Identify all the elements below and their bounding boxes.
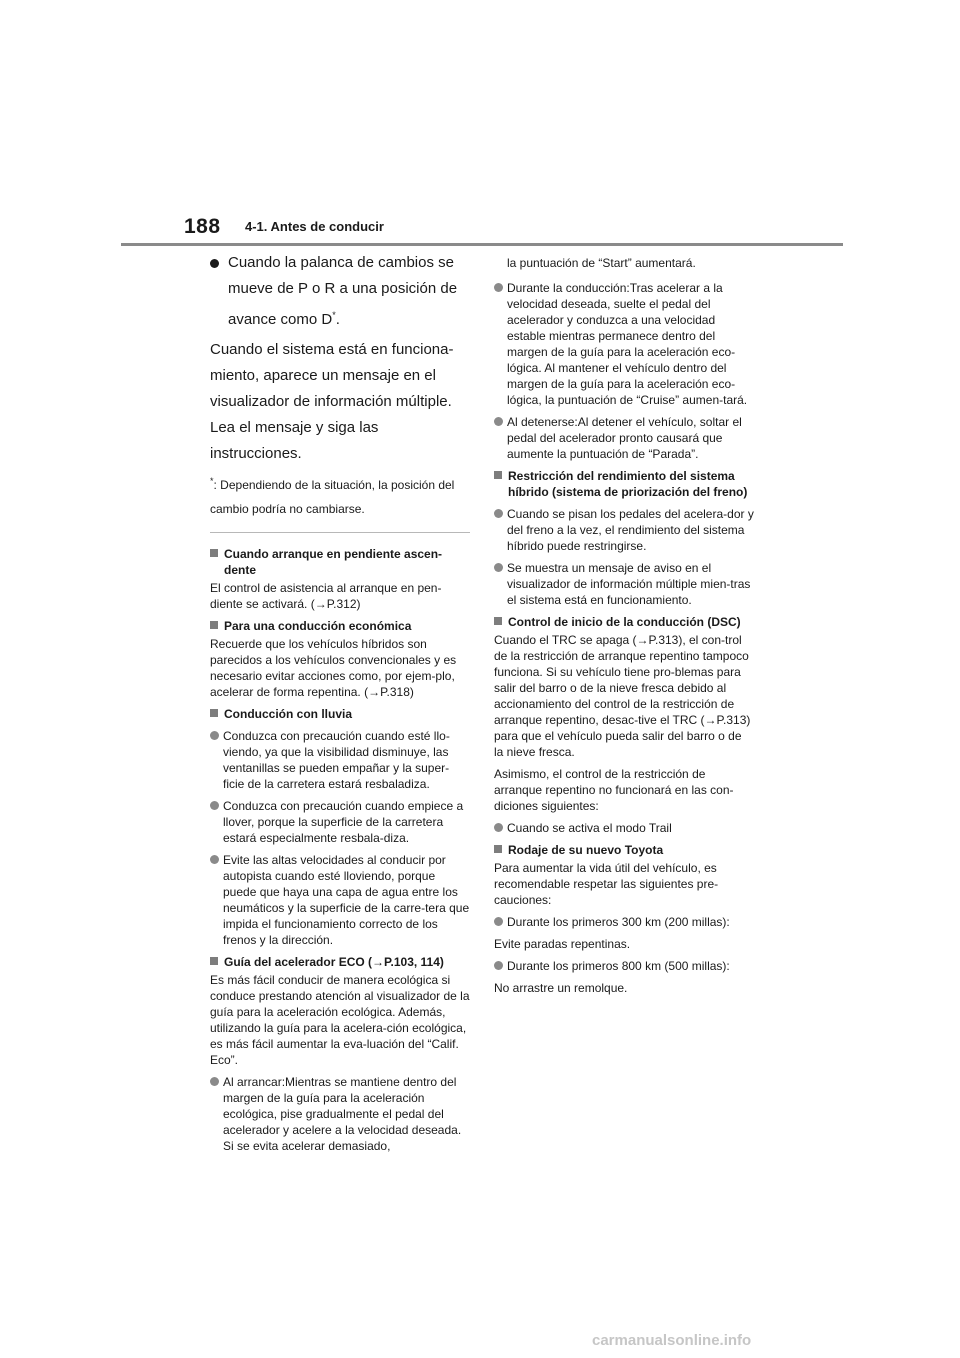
main-bullet-mark: * [332, 310, 336, 320]
list-item [494, 280, 754, 408]
list-item [494, 914, 754, 930]
heading-text: Para una conducción económica [224, 619, 412, 633]
main-bullet-text: Cuando la palanca de cambios se mueve de P o R a una posición de avance como D [228, 254, 458, 328]
footnote [210, 469, 470, 521]
list-item-text: Cuando se activa el modo Trail [507, 821, 672, 835]
list-item-text: Conduzca con precaución cuando empiece a llover, porque la superficie de la carretera estará especialmente resbala-diza. [223, 799, 464, 845]
circle-bullet-icon [494, 563, 503, 572]
circle-bullet-icon [494, 961, 503, 970]
right-column [494, 255, 754, 996]
footnote-text: : Dependiendo de la situación, la posición del cambio podría no cambiarse. [210, 478, 455, 516]
list-item-text: Durante los primeros 800 km (500 millas): [507, 959, 730, 973]
list-item [494, 820, 754, 836]
list-item-text: Durante los primeros 300 km (200 millas): [507, 915, 730, 929]
watermark: carmanualsonline.info [592, 1332, 752, 1349]
page-number: 188 [184, 215, 221, 238]
heading-text: Rodaje de su nuevo Toyota [508, 843, 664, 857]
main-paragraph: Cuando el sistema está en funciona-miento, aparece un mensaje en el visualizador de información múltiple. Lea el mensaje y siga las instrucciones. [210, 341, 454, 462]
list-item [494, 958, 754, 974]
circle-bullet-icon [494, 823, 503, 832]
list-item [210, 1074, 470, 1154]
circle-bullet-icon [210, 731, 219, 740]
section-text: Es más fácil conducir de manera ecológica si conduce prestando atención al visualizador de la guía para la aceleración ecológica. Además, utilizando la guía para la acelera-ción ecológica, es más fácil aumentar la eva-luación del “Calif. Eco”. [210, 973, 470, 1067]
section-text: Cuando el TRC se apaga (→P.313), el con-trol de la restricción de arranque repentino tampoco funciona. Si su vehículo tiene pro-blemas para salir del barro o de la nieve fresca debido al accionamiento del control de la restricción de arranque repentino, desac-tive el TRC (→P.313) para que el vehículo pueda salir del barro o de la nieve fresca. [494, 633, 751, 759]
heading-text: Guía del acelerador ECO (→P.103, 114) [224, 955, 444, 969]
list-item [210, 728, 470, 792]
square-bullet-icon [210, 621, 218, 629]
section-heading [210, 618, 470, 634]
main-bullet [210, 250, 470, 333]
bullet-dot-icon [210, 259, 219, 268]
square-bullet-icon [494, 845, 502, 853]
circle-bullet-icon [210, 855, 219, 864]
list-item [494, 506, 754, 554]
section-heading [210, 954, 470, 970]
list-item-text: Durante la conducción:Tras acelerar a la velocidad deseada, suelte el pedal del acelerador y conduzca a una velocidad estable mientras permanece dentro del margen de la guía para la aceleración eco-lógica. Al mantener el vehículo dentro del margen de la guía para la aceleración eco-lógica, la puntuación de “Cruise” aumen-tará. [507, 281, 748, 407]
section-text: Para aumentar la vida útil del vehículo, es recomendable respetar las siguientes pre-cauciones: [494, 861, 719, 907]
square-bullet-icon [210, 709, 218, 717]
section-text: No arrastre un remolque. [494, 981, 628, 995]
section-text: El control de asistencia al arranque en pen-diente se activará. (→P.312) [210, 581, 442, 611]
square-bullet-icon [494, 471, 502, 479]
list-item-text: Evite las altas velocidades al conducir por autopista cuando esté lloviendo, porque puede que haya una capa de agua entre los neumáticos y la superficie de la carre-tera que impida el funcionamiento correcto de los frenos y la dirección. [223, 853, 470, 947]
section-text: Asimismo, el control de la restricción de arranque repentino no funcionará en las con-diciones siguientes: [494, 767, 734, 813]
list-item-text: Al arrancar:Mientras se mantiene dentro del margen de la guía para la aceleración ecológica, pise gradualmente el pedal del acelerador y acelere a la velocidad deseada. Si se evita acelerar demasiado, [223, 1075, 462, 1153]
section-heading [494, 842, 754, 858]
heading-text: Restricción del rendimiento del sistema híbrido (sistema de priorización del freno) [508, 469, 748, 499]
circle-bullet-icon [210, 1077, 219, 1086]
circle-bullet-icon [494, 917, 503, 926]
list-item-text: Conduzca con precaución cuando esté llo-viendo, ya que la visibilidad disminuye, las ventanillas se pueden empañar y la super-ficie de la carretera estará resbaladiza. [223, 729, 450, 791]
square-bullet-icon [210, 957, 218, 965]
circle-bullet-icon [494, 417, 503, 426]
square-bullet-icon [210, 549, 218, 557]
list-item-text: Se muestra un mensaje de aviso en el visualizador de información múltiple mien-tras el sistema está en funcionamiento. [507, 561, 751, 607]
heading-text: Control de inicio de la conducción (DSC) [508, 615, 741, 629]
list-item [210, 852, 470, 948]
section-heading [494, 468, 754, 500]
list-item [494, 560, 754, 608]
continued-text: la puntuación de “Start” aumentará. [507, 256, 696, 270]
list-item [210, 798, 470, 846]
separator [210, 532, 470, 533]
heading-text: Conducción con lluvia [224, 707, 353, 721]
section-text: Recuerde que los vehículos híbridos son parecidos a los vehículos convencionales y es necesario evitar acciones como, por ejem-plo, acelerar de forma repentina. (→P.318) [210, 637, 457, 699]
heading-text: Cuando arranque en pendiente ascen-dente [224, 547, 443, 577]
circle-bullet-icon [494, 509, 503, 518]
circle-bullet-icon [494, 283, 503, 292]
section-title: 4-1. Antes de conducir [245, 219, 384, 234]
footnote-mark: * [210, 476, 214, 486]
main-bullet-end: . [335, 311, 340, 328]
list-item-text: Cuando se pisan los pedales del acelera-dor y del freno a la vez, el rendimiento del sistema híbrido puede restringirse. [507, 507, 754, 553]
left-column [210, 250, 470, 1154]
section-heading [494, 614, 754, 630]
list-item-text: Al detenerse:Al detener el vehículo, soltar el pedal del acelerador pronto causará que aumente la puntuación de “Parada”. [507, 415, 742, 461]
square-bullet-icon [494, 617, 502, 625]
section-heading [210, 546, 470, 578]
section-heading [210, 706, 470, 722]
circle-bullet-icon [210, 801, 219, 810]
header-rule [121, 243, 843, 246]
list-item [494, 414, 754, 462]
section-text: Evite paradas repentinas. [494, 937, 631, 951]
